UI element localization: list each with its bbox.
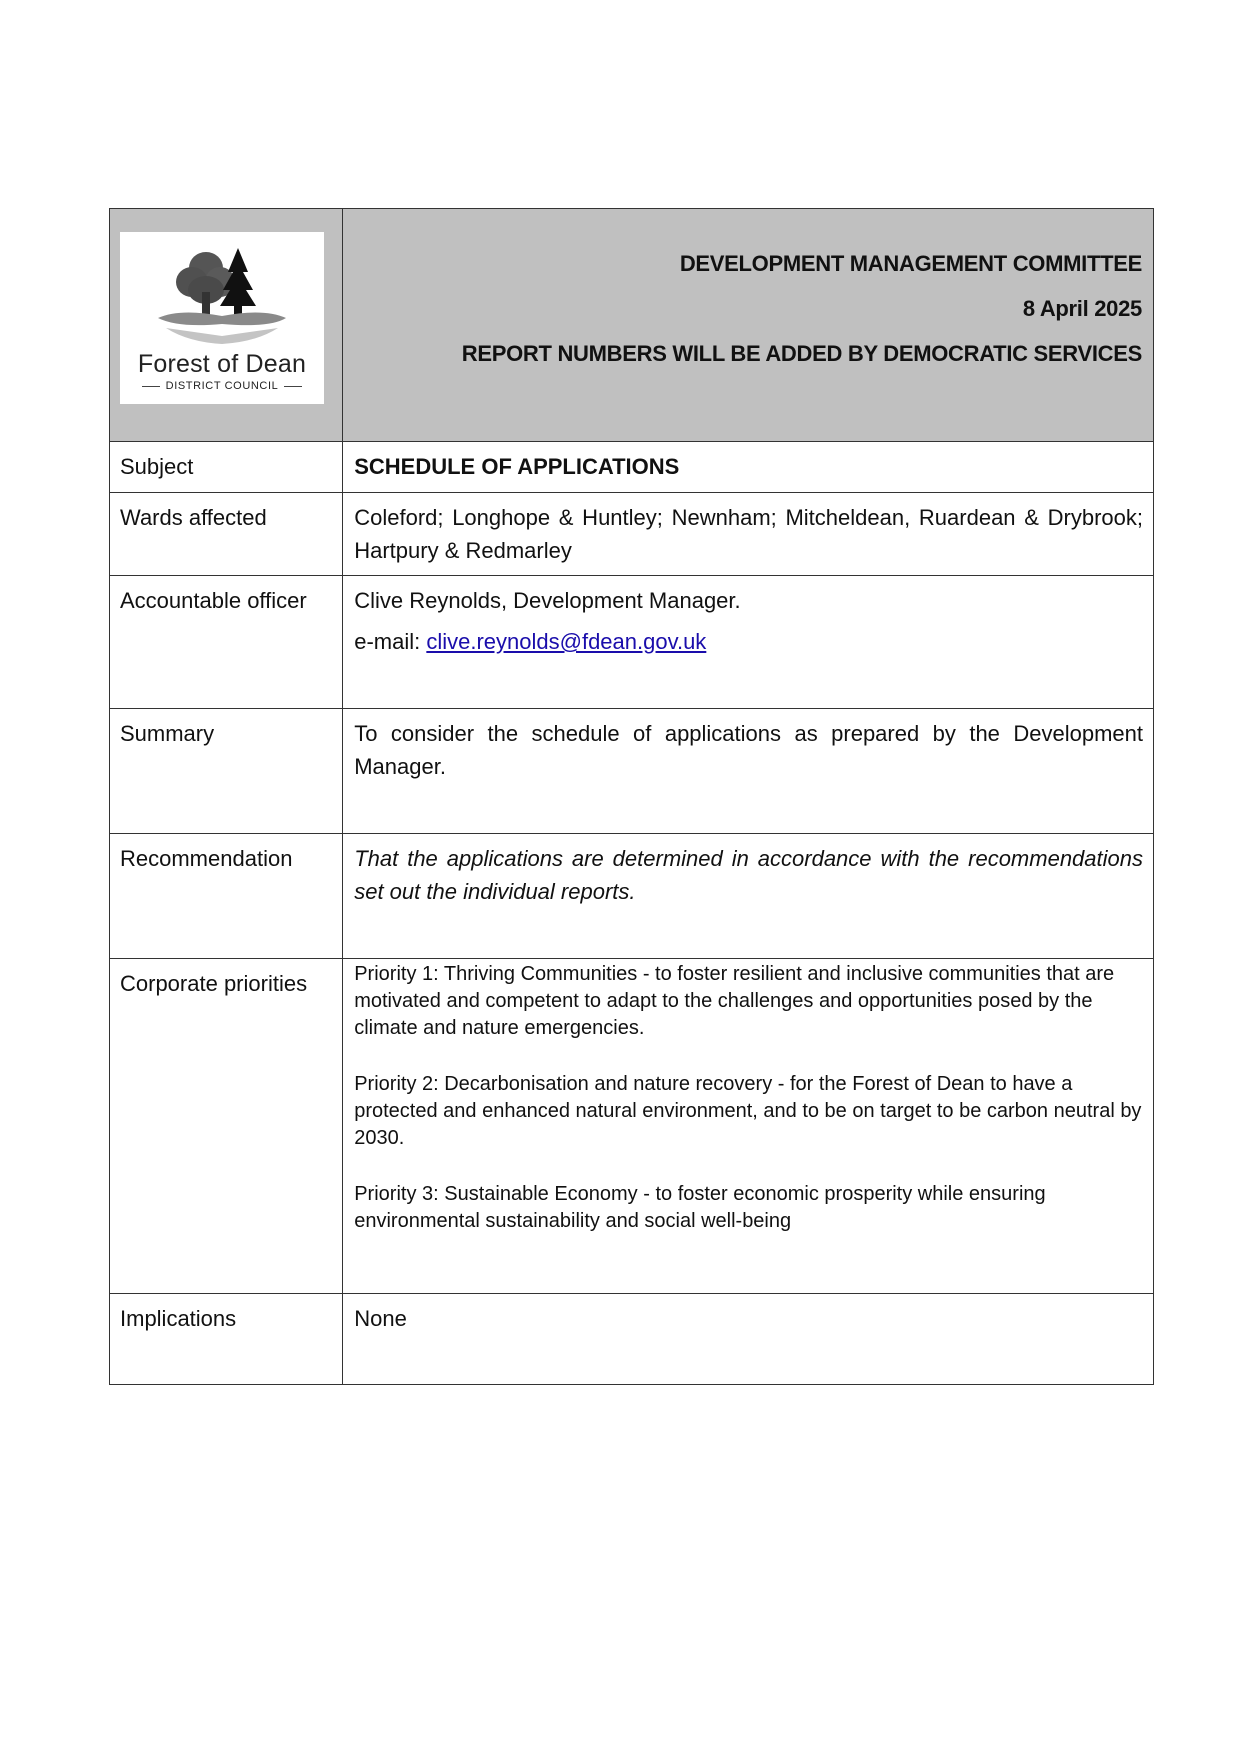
recommendation-label: Recommendation [110, 834, 343, 959]
priorities-label: Corporate priorities [110, 959, 343, 1294]
logo-wordmark: Forest of Dean [137, 350, 307, 378]
officer-name: Clive Reynolds, Development Manager. [354, 588, 741, 613]
email-prefix: e-mail: [354, 629, 427, 654]
logo-cell [110, 209, 343, 442]
wards-row [110, 493, 1154, 576]
meeting-date: 8 April 2025 [1022, 296, 1142, 321]
subject-value: SCHEDULE OF APPLICATIONS [343, 442, 1154, 493]
priority-item: Priority 1: Thriving Communities - to foster resilient and inclusive communities that are motivated and competent to adapt to the challenges and opportunities posed by the climate and nature emergencies. [354, 963, 1115, 1039]
committee-title: DEVELOPMENT MANAGEMENT COMMITTEE [679, 251, 1142, 276]
logo-subtitle: DISTRICT COUNCIL [120, 380, 324, 392]
subject-row [110, 442, 1154, 493]
priority-item: Priority 3: Sustainable Economy - to foster economic prosperity while ensuring environmental sustainability and social well-being [354, 1183, 1046, 1232]
wards-label: Wards affected [110, 493, 343, 576]
subject-label: Subject [110, 442, 343, 493]
report-number-note: REPORT NUMBERS WILL BE ADDED BY DEMOCRATIC SERVICES [461, 341, 1142, 366]
implications-value: None [343, 1294, 1154, 1385]
officer-email-line [354, 625, 1143, 658]
officer-row [110, 576, 1154, 709]
council-logo [120, 232, 324, 404]
recommendation-row [110, 834, 1154, 959]
header-row [110, 209, 1154, 442]
priority-item: Priority 2: Decarbonisation and nature recovery - for the Forest of Dean to have a protected and enhanced natural environment, and to be on target to be carbon neutral by 2030. [354, 1073, 1142, 1149]
priorities-row [110, 959, 1154, 1294]
officer-cell [343, 576, 1154, 709]
summary-label: Summary [110, 709, 343, 834]
implications-row [110, 1294, 1154, 1385]
implications-label: Implications [110, 1294, 343, 1385]
summary-row [110, 709, 1154, 834]
officer-label: Accountable officer [110, 576, 343, 709]
recommendation-value: That the applications are determined in accordance with the recommendations set out the individual reports. [343, 834, 1154, 959]
priorities-cell [343, 959, 1154, 1294]
summary-value: To consider the schedule of applications as prepared by the Development Manager. [343, 709, 1154, 834]
cover-sheet-table [109, 208, 1154, 1385]
wards-value: Coleford; Longhope & Huntley; Newnham; Mitcheldean, Ruardean & Drybrook; Hartpury & Redmarley [343, 493, 1154, 576]
officer-email-link[interactable]: clive.reynolds@fdean.gov.uk [426, 629, 707, 654]
header-text-cell [343, 209, 1154, 442]
tree-logo-icon [120, 232, 324, 350]
